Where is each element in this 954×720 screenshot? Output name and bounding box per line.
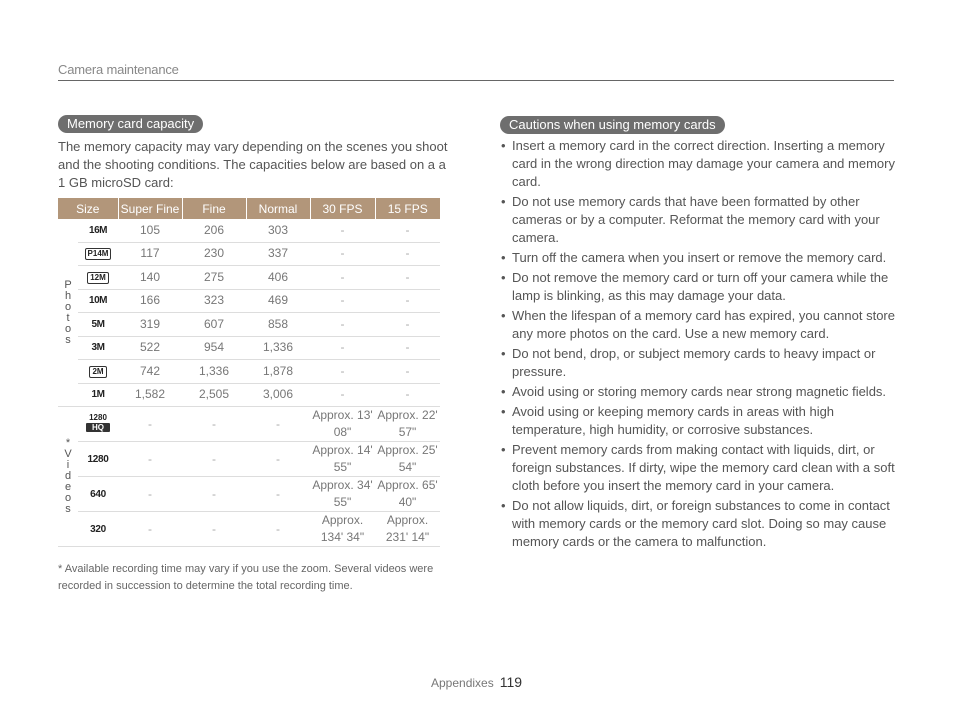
table-row [58, 512, 440, 547]
videos-group-label [58, 407, 78, 547]
cell-super-fine: - [118, 442, 182, 477]
table-row [58, 477, 440, 512]
cell-normal: 406 [246, 266, 310, 290]
photos-label-text: Photos [64, 278, 72, 346]
table-row [58, 289, 440, 313]
icon-size-text: 1M [91, 389, 105, 401]
14m-wide-size-icon [78, 242, 118, 266]
2m-wide-size-icon [78, 360, 118, 384]
cell-fps15: Approx. 25' 54" [375, 442, 440, 477]
cell-fps30: - [310, 242, 375, 266]
cell-fps15: - [375, 336, 440, 360]
cautions-list [500, 137, 896, 551]
caution-item: • Avoid using or storing memory cards near strong magnetic fields. [500, 383, 896, 401]
col-header-30fps: 30 FPS [310, 198, 375, 219]
cell-fps30: Approx. 34' 55" [310, 477, 375, 512]
cell-fine: 206 [182, 219, 246, 242]
header-divider [58, 80, 894, 81]
page-header-title: Camera maintenance [58, 62, 179, 77]
cell-normal: 303 [246, 219, 310, 242]
icon-size-text: 10M [89, 295, 107, 307]
cautions-section [500, 116, 896, 553]
cell-normal: - [246, 442, 310, 477]
table-row [58, 313, 440, 337]
page-footer [431, 674, 522, 690]
caution-item: • Do not use memory cards that have been formatted by other cameras or by a computer. Reformat the memory card with your camera. [500, 193, 896, 247]
cell-fine: 230 [182, 242, 246, 266]
icon-size-text: 2M [89, 366, 106, 378]
table-header-row [58, 198, 440, 219]
cell-fps15: Approx. 65' 40" [375, 477, 440, 512]
memory-capacity-section [58, 115, 452, 192]
cell-fps15: - [375, 313, 440, 337]
1280-icon [78, 442, 118, 477]
table-row [58, 383, 440, 407]
cell-super-fine: - [118, 512, 182, 547]
10m-size-icon [78, 289, 118, 313]
cell-normal: 337 [246, 242, 310, 266]
12m-wide-size-icon [78, 266, 118, 290]
640-icon [78, 477, 118, 512]
cell-fps15: - [375, 242, 440, 266]
cell-super-fine: 117 [118, 242, 182, 266]
table-footnote: * Available recording time may vary if you use the zoom. Several videos were recorded in succession to determine the total recording time. [58, 563, 434, 592]
cell-fine: 2,505 [182, 383, 246, 407]
cell-fps15: - [375, 289, 440, 313]
cell-fine: - [182, 512, 246, 547]
icon-resolution-text: 640 [90, 488, 106, 500]
cell-fine: - [182, 442, 246, 477]
cell-fine: - [182, 477, 246, 512]
caution-item: • Do not bend, drop, or subject memory cards to heavy impact or pressure. [500, 345, 896, 381]
cell-fps30: Approx. 13' 08" [310, 407, 375, 442]
icon-size-text: P14M [85, 248, 112, 260]
videos-label-text: *Videos [64, 437, 72, 515]
caution-item: • Do not remove the memory card or turn off your camera while the lamp is blinking, as this may damage your data. [500, 269, 896, 305]
cell-normal: 469 [246, 289, 310, 313]
cell-fine: 275 [182, 266, 246, 290]
cell-fps15: - [375, 383, 440, 407]
cell-super-fine: - [118, 477, 182, 512]
cell-fps30: - [310, 266, 375, 290]
caution-item: • Do not allow liquids, dirt, or foreign substances to come in contact with memory cards or the memory card slot. Doing so may cause memory cards or the camera to malfunction. [500, 497, 896, 551]
col-header-super-fine: Super Fine [118, 198, 182, 219]
cell-fps30: - [310, 360, 375, 384]
table-row [58, 219, 440, 242]
memory-capacity-intro: The memory capacity may vary depending on the scenes you shoot and the shooting conditions. The capacities below are based on a a 1 GB microSD card: [58, 139, 448, 190]
icon-size-text: 3M [91, 342, 105, 354]
cell-fps30: Approx. 14' 55" [310, 442, 375, 477]
cell-fps15: Approx. 22' 57" [375, 407, 440, 442]
icon-resolution-text: 1280 [87, 453, 109, 465]
photos-group-label [58, 219, 78, 407]
cautions-heading: Cautions when using memory cards [500, 116, 725, 134]
caution-item: • Prevent memory cards from making contact with liquids, dirt, or foreign substances. If dirty, wipe the memory card clean with a soft cloth before you insert the memory card in your camera. [500, 441, 896, 495]
cell-super-fine: 522 [118, 336, 182, 360]
icon-size-text: 16M [89, 224, 107, 236]
icon-resolution-text: 320 [90, 523, 106, 535]
cell-fine: 954 [182, 336, 246, 360]
cell-fps15: - [375, 266, 440, 290]
cell-fps30: - [310, 313, 375, 337]
table-row [58, 242, 440, 266]
cell-super-fine: 319 [118, 313, 182, 337]
caution-item: • Avoid using or keeping memory cards in areas with high temperature, high humidity, or corrosive substances. [500, 403, 896, 439]
1280-hq-icon [78, 407, 118, 442]
page-number: 119 [499, 674, 523, 690]
cell-super-fine: 1,582 [118, 383, 182, 407]
table-row [58, 266, 440, 290]
16m-size-icon [78, 219, 118, 242]
cell-normal: 1,878 [246, 360, 310, 384]
memory-capacity-heading: Memory card capacity [58, 115, 203, 133]
table-row [58, 407, 440, 442]
col-header-15fps: 15 FPS [375, 198, 440, 219]
cell-fine: 1,336 [182, 360, 246, 384]
cell-fps30: - [310, 383, 375, 407]
cell-normal: - [246, 512, 310, 547]
cell-super-fine: 140 [118, 266, 182, 290]
cell-normal: 1,336 [246, 336, 310, 360]
cell-super-fine: - [118, 407, 182, 442]
caution-item: • When the lifespan of a memory card has expired, you cannot store any more photos on the card. Use a new memory card. [500, 307, 896, 343]
icon-size-text: 5M [91, 318, 105, 330]
col-header-size: Size [58, 198, 118, 219]
cell-fps30: - [310, 289, 375, 313]
col-header-normal: Normal [246, 198, 310, 219]
cell-super-fine: 105 [118, 219, 182, 242]
cell-normal: 3,006 [246, 383, 310, 407]
5m-size-icon [78, 313, 118, 337]
cell-fine: 323 [182, 289, 246, 313]
footer-section-label: Appendixes [431, 676, 494, 690]
caution-item: • Insert a memory card in the correct direction. Inserting a memory card in the wrong direction may damage your camera and memory card. [500, 137, 896, 191]
icon-resolution-text: 1280 [89, 412, 107, 422]
cell-normal: - [246, 477, 310, 512]
cell-fine: 607 [182, 313, 246, 337]
cell-fps15: Approx. 231' 14" [375, 512, 440, 547]
icon-size-text: 12M [87, 272, 109, 284]
cell-normal: - [246, 407, 310, 442]
1m-size-icon [78, 383, 118, 407]
cell-fps15: - [375, 360, 440, 384]
1280-hq-icon-glyph [86, 413, 110, 432]
cell-fps30: Approx. 134' 34" [310, 512, 375, 547]
table-row [58, 336, 440, 360]
table-row [58, 442, 440, 477]
col-header-fine: Fine [182, 198, 246, 219]
3m-size-icon [78, 336, 118, 360]
cell-fps30: - [310, 336, 375, 360]
cell-normal: 858 [246, 313, 310, 337]
table-row [58, 360, 440, 384]
cell-super-fine: 166 [118, 289, 182, 313]
cell-fps30: - [310, 219, 375, 242]
cell-fine: - [182, 407, 246, 442]
cell-super-fine: 742 [118, 360, 182, 384]
memory-capacity-table [58, 198, 440, 547]
320-icon [78, 512, 118, 547]
caution-item: • Turn off the camera when you insert or remove the memory card. [500, 249, 896, 267]
icon-hq-text: HQ [86, 423, 110, 432]
cell-fps15: - [375, 219, 440, 242]
